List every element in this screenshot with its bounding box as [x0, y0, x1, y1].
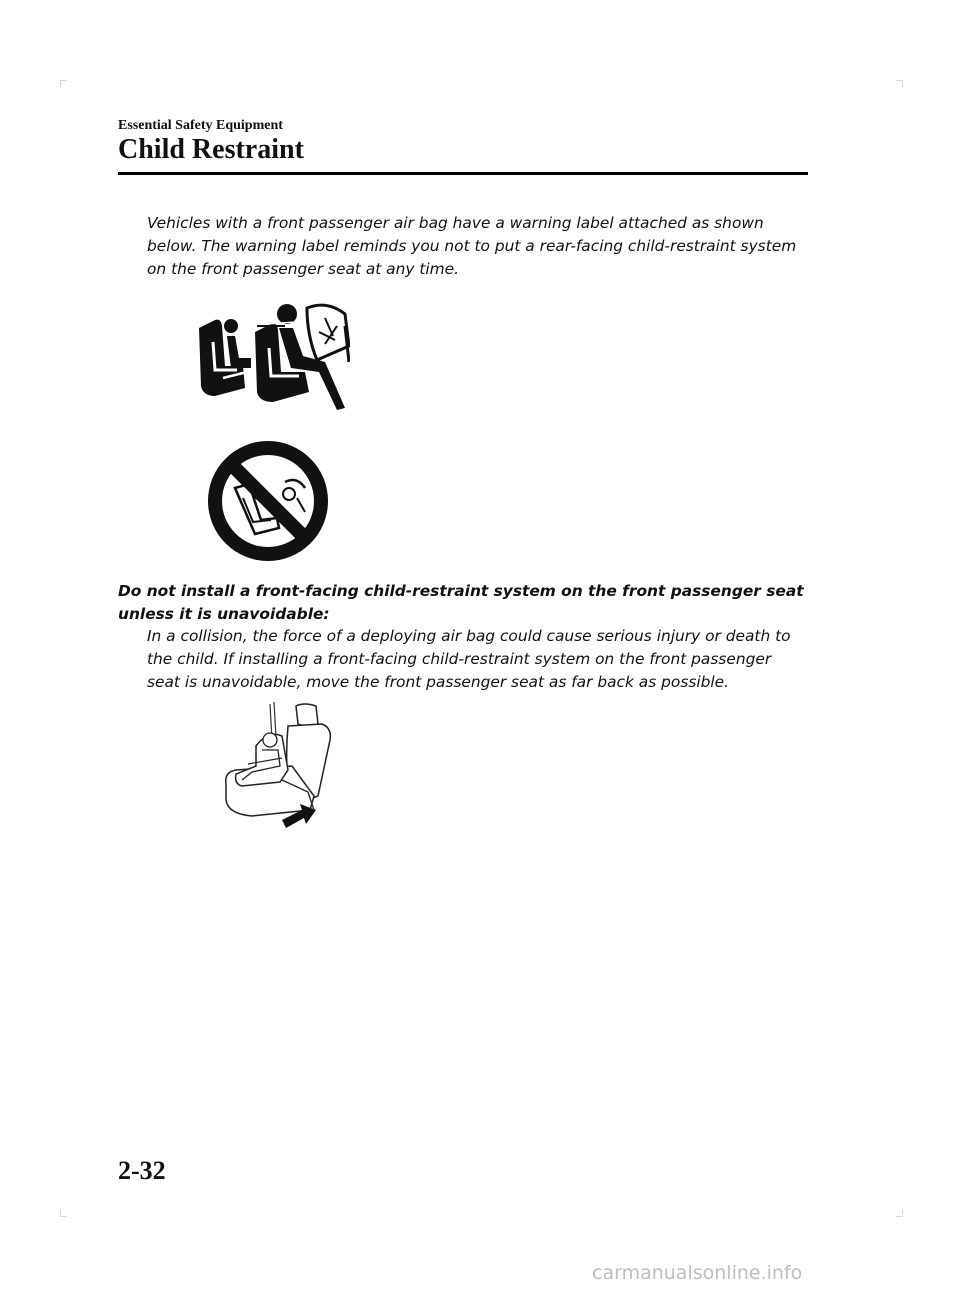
page-number: 2-32	[118, 1156, 166, 1185]
intro-paragraph: Vehicles with a front passenger air bag have a warning label attached as shown below. The warning label reminds you not to put a rear-facing child-restraint system on the front passenger seat at any time.	[147, 214, 797, 278]
title-divider	[118, 172, 808, 175]
warning-heading: Do not install a front-facing child-restraint system on the front passenger seat unless it is unavoidable:	[118, 582, 804, 623]
section-label: Essential Safety Equipment	[118, 118, 283, 133]
child-seat-move-back-illustration-icon	[222, 700, 334, 832]
no-rear-facing-child-seat-icon	[205, 438, 331, 564]
crop-mark	[896, 1210, 903, 1217]
crop-mark	[60, 80, 67, 87]
airbag-warning-pictogram-icon	[185, 296, 350, 411]
watermark-text: carmanualsonline.info	[592, 1262, 803, 1284]
crop-mark	[60, 1210, 67, 1217]
warning-paragraph: In a collision, the force of a deploying air bag could cause serious injury or death to the child. If installing a front-facing child-restraint system on the front passenger seat is unavoidable, move the front passenger seat as far back as possible.	[147, 627, 791, 691]
crop-mark	[896, 80, 903, 87]
page-title: Child Restraint	[118, 134, 304, 165]
